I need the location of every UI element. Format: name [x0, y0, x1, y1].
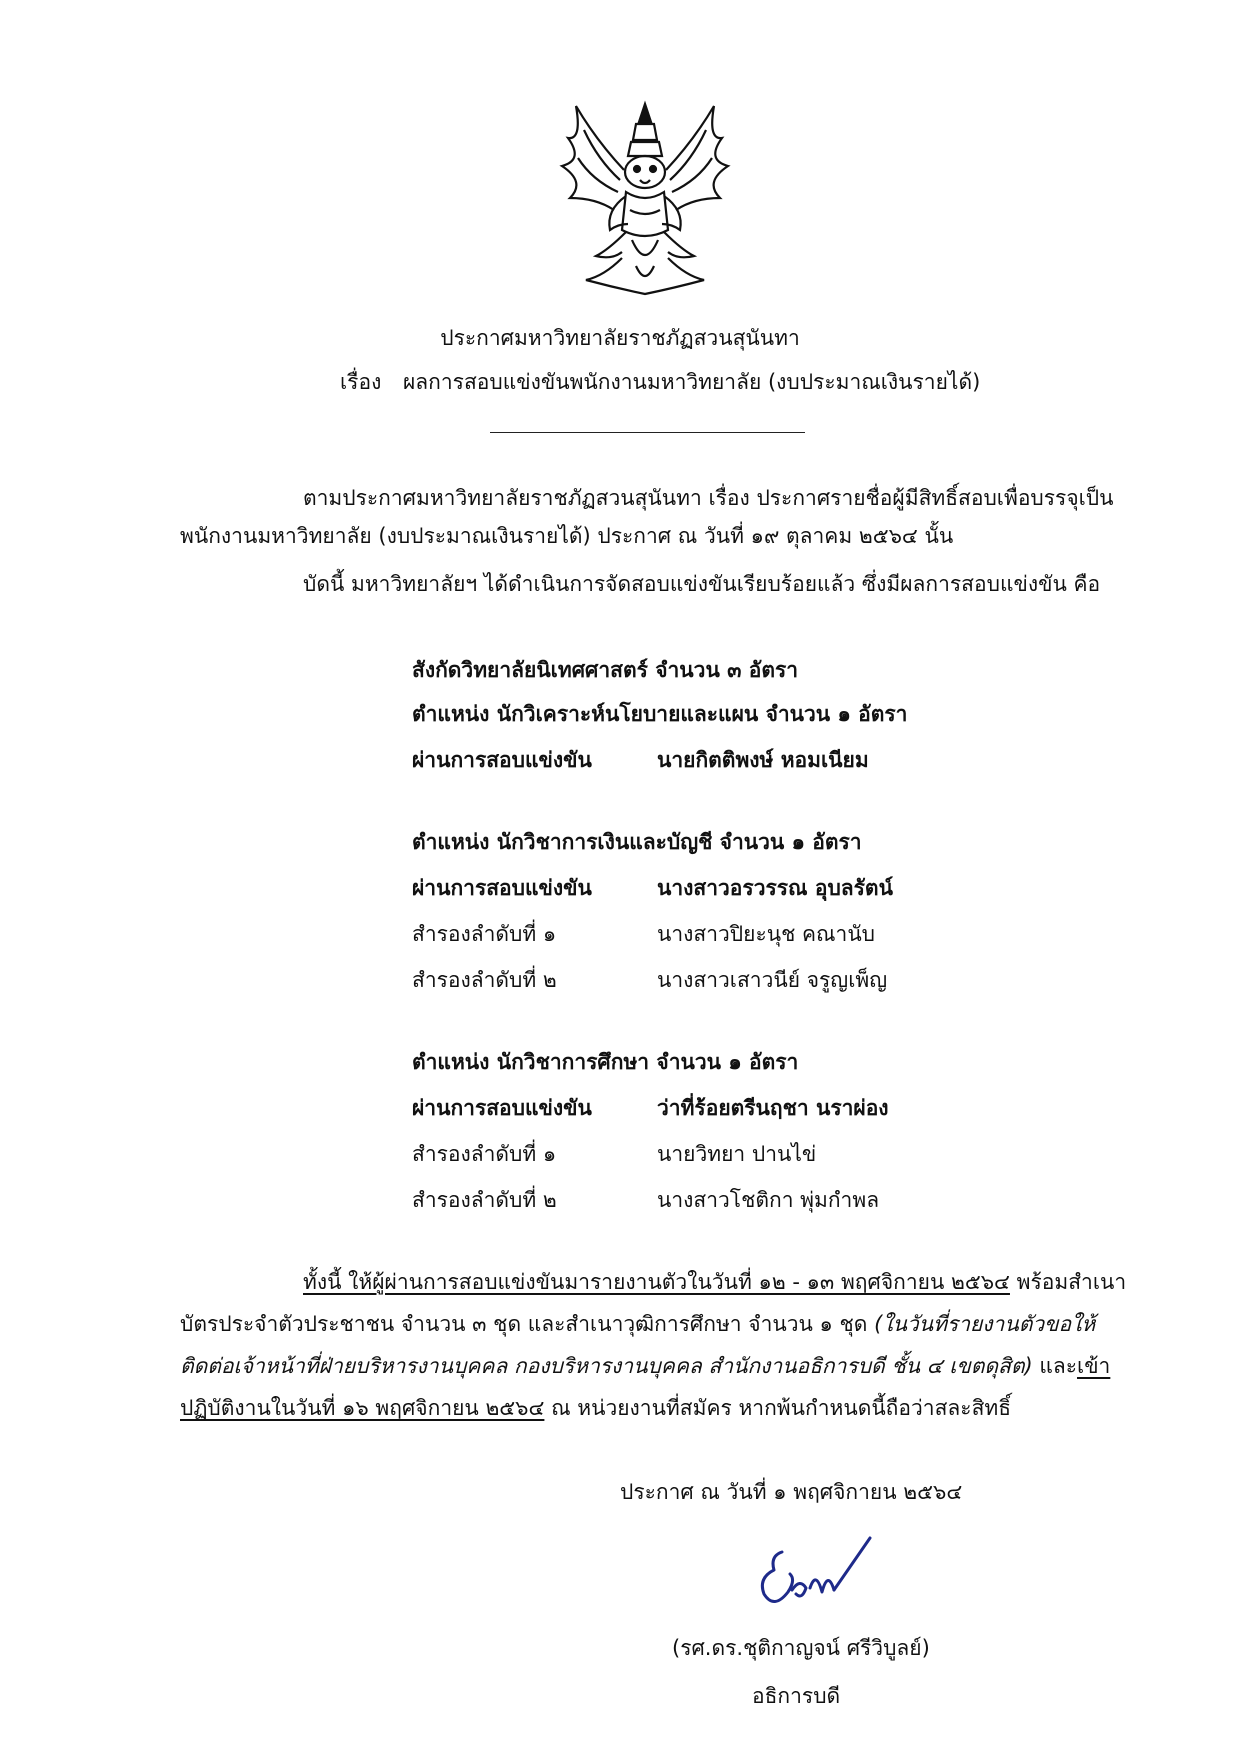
announcement-title: ประกาศมหาวิทยาลัยราชภัฏสวนสุนันทา: [440, 326, 800, 350]
subject-label: เรื่อง: [340, 370, 382, 394]
notice-text: พร้อมสำเนา: [1009, 1270, 1127, 1294]
notice-line-4: [180, 1392, 1011, 1425]
signatory-position: อธิการบดี: [752, 1684, 841, 1708]
announcement-date: ประกาศ ณ วันที่ ๑ พฤศจิกายน ๒๕๖๔: [620, 1480, 963, 1504]
reserve-label: สำรองลำดับที่ ๑: [412, 922, 557, 946]
intro-line-2: พนักงานมหาวิทยาลัย (งบประมาณเงินรายได้) ประกาศ ณ วันที่ ๑๙ ตุลาคม ๒๕๖๔ นั้น: [180, 524, 954, 548]
reserve-name: นางสาวโชติกา พุ่มกำพล: [657, 1188, 880, 1212]
notice-text: และ: [1032, 1354, 1078, 1378]
intro-line-3: บัดนี้ มหาวิทยาลัยฯ ได้ดำเนินการจัดสอบแข่งขันเรียบร้อยแล้ว ซึ่งมีผลการสอบแข่งขัน คือ: [303, 572, 1101, 596]
position-title: ตำแหน่ง นักวิเคราะห์นโยบายและแผน จำนวน ๑ อัตรา: [412, 702, 908, 726]
unit-heading: สังกัดวิทยาลัยนิเทศศาสตร์ จำนวน ๓ อัตรา: [412, 658, 799, 682]
notice-italic-text: (ในวันที่รายงานตัวขอให้: [874, 1312, 1096, 1336]
result-name: ว่าที่ร้อยตรีนฤชา นราผ่อง: [657, 1096, 889, 1120]
report-date-underlined: ทั้งนี้ ให้ผู้ผ่านการสอบแข่งขันมารายงานตัวในวันที่ ๑๒ - ๑๓ พฤศจิกายน ๒๕๖๔: [303, 1270, 1010, 1294]
header-divider: [490, 432, 805, 433]
reserve-label: สำรองลำดับที่ ๒: [412, 968, 557, 992]
intro-line-1: ตามประกาศมหาวิทยาลัยราชภัฏสวนสุนันทา เรื่อง ประกาศรายชื่อผู้มีสิทธิ์สอบเพื่อบรรจุเป็น: [303, 486, 1114, 510]
result-name: นางสาวอรวรรณ อุบลรัตน์: [657, 876, 893, 900]
result-label: ผ่านการสอบแข่งขัน: [412, 748, 592, 772]
reserve-label: สำรองลำดับที่ ๑: [412, 1142, 557, 1166]
announcement-subject: ผลการสอบแข่งขันพนักงานมหาวิทยาลัย (งบประมาณเงินรายได้): [403, 370, 981, 394]
result-label: ผ่านการสอบแข่งขัน: [412, 876, 592, 900]
position-title: ตำแหน่ง นักวิชาการศึกษา จำนวน ๑ อัตรา: [412, 1050, 799, 1074]
notice-italic-text: ติดต่อเจ้าหน้าที่ฝ่ายบริหารงานบุคคล กองบริหารงานบุคคล สำนักงานอธิการบดี ชั้น ๔ เขตดุสิต): [180, 1354, 1033, 1378]
notice-text: บัตรประจำตัวประชาชน จำนวน ๓ ชุด และสำเนาวุฒิการศึกษา จำนวน ๑ ชุด: [180, 1312, 875, 1336]
start-work-date-underlined: ปฏิบัติงานในวันที่ ๑๖ พฤศจิกายน ๒๕๖๔: [180, 1396, 545, 1420]
notice-line-2: [180, 1308, 1095, 1341]
reserve-name: นางสาวปิยะนุช คณานับ: [657, 922, 876, 946]
reserve-label: สำรองลำดับที่ ๒: [412, 1188, 557, 1212]
result-name: นายกิตติพงษ์ หอมเนียม: [657, 748, 869, 772]
reserve-name: นายวิทยา ปานไข่: [657, 1142, 817, 1166]
notice-text: ณ หน่วยงานที่สมัคร หากพ้นกำหนดนี้ถือว่าสละสิทธิ์: [544, 1396, 1012, 1420]
reserve-name: นางสาวเสาวนีย์ จรูญเพ็ญ: [657, 968, 888, 992]
notice-line-3: [180, 1350, 1110, 1383]
notice-line-1: [303, 1266, 1126, 1299]
start-work-underlined: เข้า: [1077, 1354, 1111, 1378]
signatory-name: (รศ.ดร.ชุติกาญจน์ ศรีวิบูลย์): [672, 1636, 930, 1660]
result-label: ผ่านการสอบแข่งขัน: [412, 1096, 592, 1120]
position-title: ตำแหน่ง นักวิชาการเงินและบัญชี จำนวน ๑ อัตรา: [412, 830, 862, 854]
